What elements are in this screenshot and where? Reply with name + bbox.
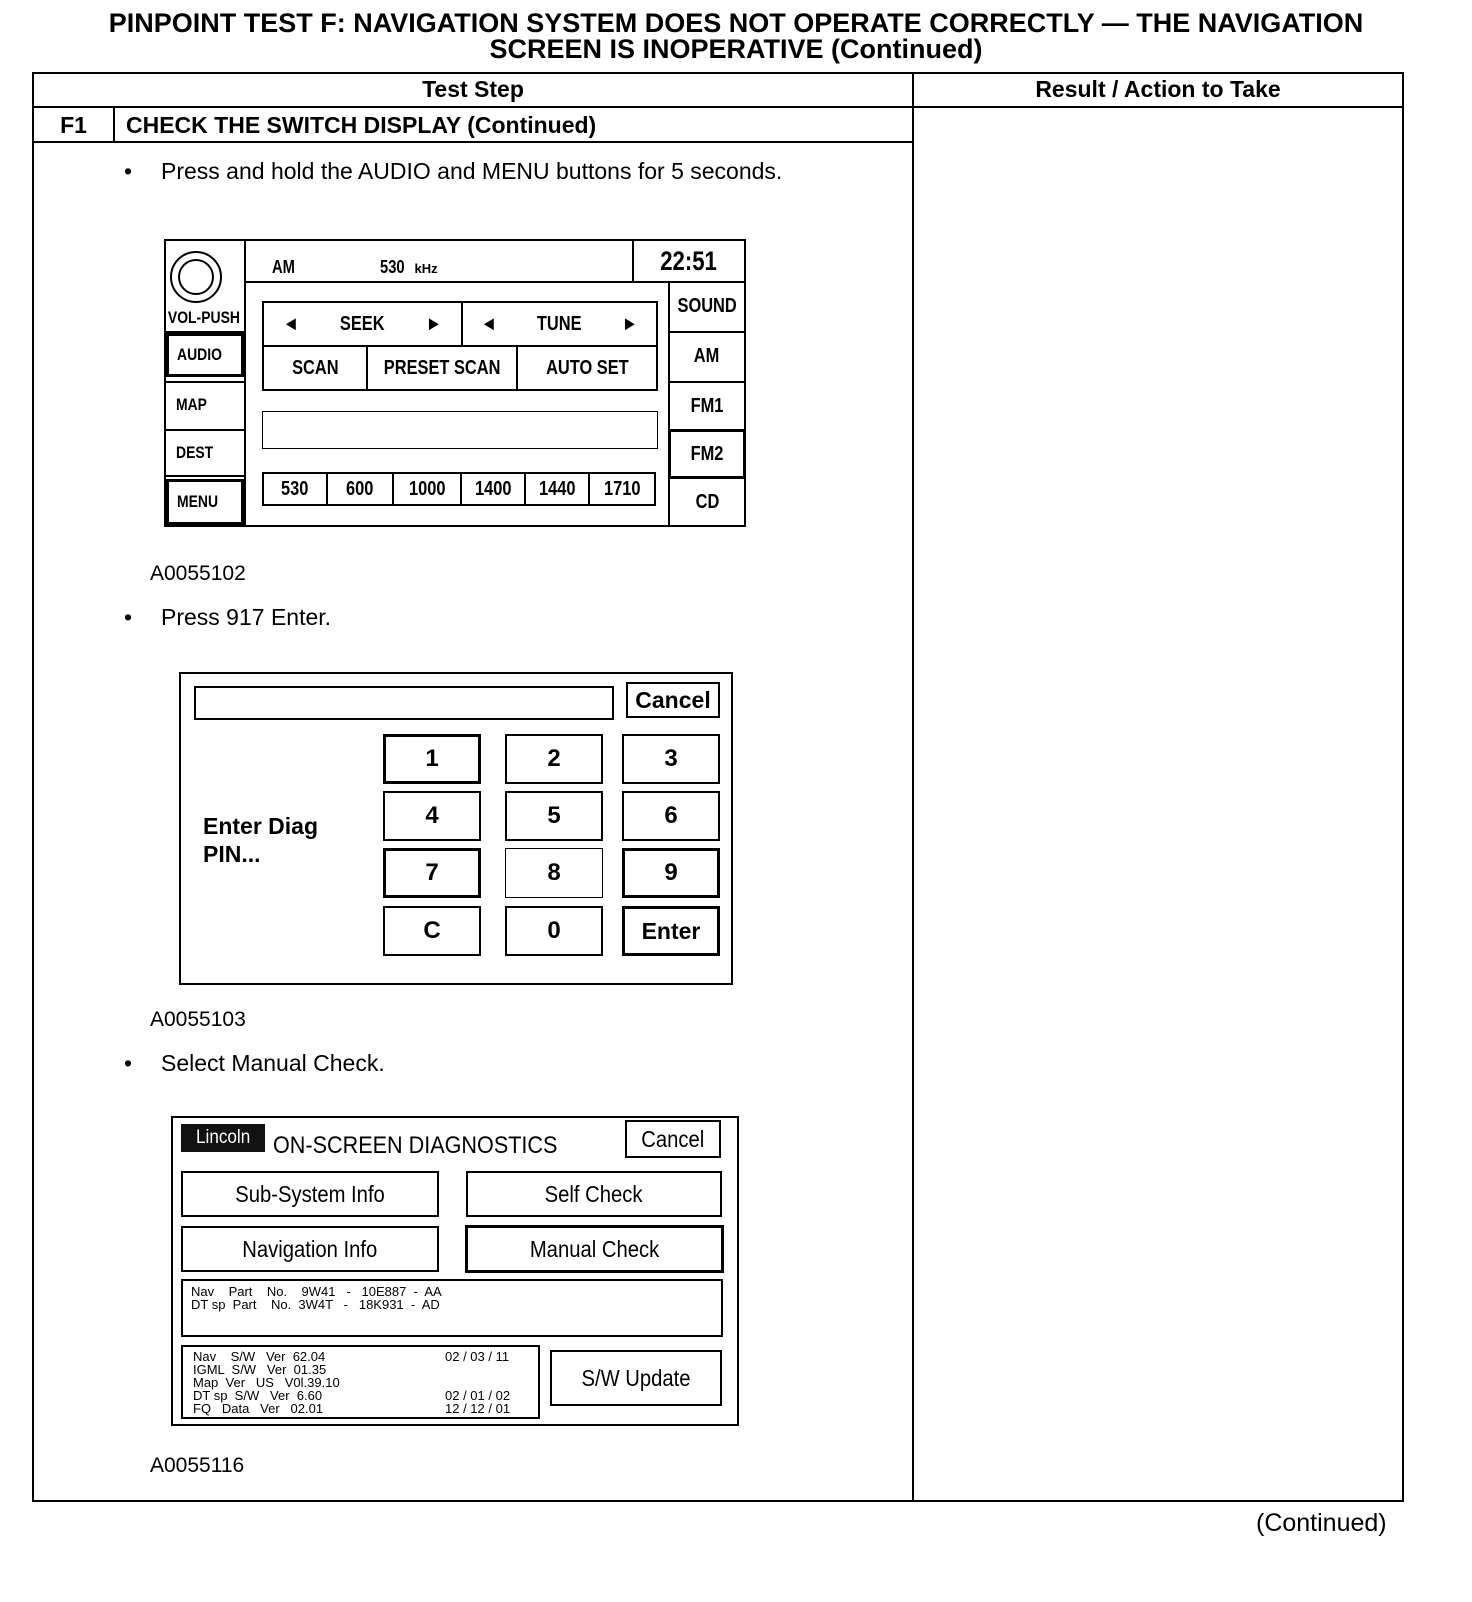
- version-line: Map Ver US V0l.39.10: [193, 1375, 340, 1390]
- manual-check-button[interactable]: Manual Check: [465, 1225, 724, 1273]
- version-line: FQ Data Ver 02.01: [193, 1401, 324, 1416]
- brand-badge: Lincoln: [181, 1124, 265, 1152]
- diagnostics-title: ON-SCREEN DIAGNOSTICS: [273, 1132, 558, 1159]
- key-1[interactable]: 1: [383, 734, 481, 784]
- version-date: 02 / 01 / 02: [445, 1388, 511, 1403]
- key-4[interactable]: 4: [383, 791, 481, 841]
- tune-down-icon[interactable]: ◄: [481, 312, 498, 335]
- part-line: Nav Part No. 9W41 - 10E887 - AA: [191, 1284, 442, 1299]
- seek-up-icon[interactable]: ►: [425, 312, 443, 335]
- key-8[interactable]: 8: [505, 848, 603, 898]
- preset-button[interactable]: 1000: [408, 477, 446, 500]
- clock: 22:51: [660, 245, 718, 276]
- audio-button[interactable]: AUDIO: [166, 333, 244, 377]
- page-title-line-2: SCREEN IS INOPERATIVE (Continued): [489, 34, 983, 64]
- page-title-line-1: PINPOINT TEST F: NAVIGATION SYSTEM DOES NOT OPERATE CORRECTLY — THE NAVIGATION: [108, 8, 1364, 38]
- self-check-button[interactable]: Self Check: [466, 1171, 722, 1217]
- version-date: 02 / 03 / 11: [445, 1349, 510, 1364]
- menu-button[interactable]: MENU: [166, 479, 244, 525]
- figure-id: A0055116: [150, 1454, 245, 1477]
- version-line: DT sp S/W Ver 6.60: [193, 1388, 323, 1403]
- fm1-button[interactable]: FM1: [690, 394, 724, 417]
- part-number-panel: [181, 1279, 723, 1337]
- key-2[interactable]: 2: [505, 734, 603, 784]
- tune-label: TUNE: [537, 312, 582, 335]
- preset-button[interactable]: 530: [281, 477, 309, 500]
- cancel-button[interactable]: Cancel: [626, 682, 720, 718]
- step-instruction: [124, 604, 331, 631]
- pin-prompt: Enter Diag PIN...: [203, 813, 319, 867]
- key-3[interactable]: 3: [622, 734, 720, 784]
- on-screen-diagnostics-figure: [171, 1116, 739, 1426]
- cancel-button[interactable]: Cancel: [625, 1120, 721, 1158]
- version-date: 12 / 12 / 01: [445, 1401, 511, 1416]
- scan-button[interactable]: SCAN: [291, 356, 339, 379]
- key-clear[interactable]: C: [383, 906, 481, 956]
- seek-control[interactable]: [264, 303, 461, 345]
- preset-scan-button[interactable]: PRESET SCAN: [383, 356, 501, 379]
- step-title: CHECK THE SWITCH DISPLAY (Continued): [126, 112, 597, 138]
- volume-knob-icon[interactable]: [170, 251, 222, 303]
- figure-id: A0055103: [150, 1008, 246, 1031]
- continued-note: (Continued): [1256, 1509, 1387, 1537]
- cd-button[interactable]: CD: [695, 490, 719, 513]
- instruction-text: Select Manual Check.: [161, 1050, 385, 1076]
- sw-update-button[interactable]: S/W Update: [550, 1350, 722, 1406]
- map-button[interactable]: MAP: [176, 395, 207, 414]
- tune-up-icon[interactable]: ►: [621, 312, 638, 335]
- header-result-action: Result / Action to Take: [1035, 76, 1281, 102]
- key-0[interactable]: 0: [505, 906, 603, 956]
- key-7[interactable]: 7: [383, 848, 481, 898]
- pin-entry-field[interactable]: [194, 686, 614, 720]
- navigation-info-button[interactable]: Navigation Info: [181, 1226, 439, 1272]
- enter-button[interactable]: Enter: [622, 906, 720, 956]
- diag-pin-keypad-figure: [179, 672, 733, 985]
- sound-button[interactable]: SOUND: [677, 294, 737, 317]
- sub-system-info-button[interactable]: Sub-System Info: [181, 1171, 439, 1217]
- preset-button[interactable]: 600: [346, 477, 374, 500]
- radio-display-figure: [164, 239, 746, 527]
- step-instruction: [124, 1050, 385, 1077]
- preset-button[interactable]: 1400: [474, 477, 512, 500]
- am-button[interactable]: AM: [694, 344, 720, 367]
- bullet: •: [124, 604, 133, 630]
- bullet: •: [124, 158, 133, 184]
- vol-push-label: VOL-PUSH: [167, 308, 241, 327]
- band-label: AM: [272, 257, 295, 277]
- part-line: DT sp Part No. 3W4T - 18K931 - AD: [191, 1297, 440, 1312]
- preset-button[interactable]: 1710: [603, 477, 641, 500]
- version-panel: [181, 1345, 540, 1419]
- tune-control[interactable]: [463, 303, 656, 345]
- key-5[interactable]: 5: [505, 791, 603, 841]
- header-test-step: Test Step: [422, 76, 524, 102]
- version-line: IGML S/W Ver 01.35: [193, 1362, 327, 1377]
- seek-down-icon[interactable]: ◄: [282, 312, 300, 335]
- auto-set-button[interactable]: AUTO SET: [545, 356, 629, 379]
- version-line: Nav S/W Ver 62.04: [193, 1349, 326, 1364]
- key-6[interactable]: 6: [622, 791, 720, 841]
- instruction-text: Press 917 Enter.: [161, 604, 332, 630]
- preset-button[interactable]: 1440: [538, 477, 576, 500]
- step-instruction: [124, 158, 782, 185]
- step-id: F1: [60, 112, 87, 138]
- frequency-unit: kHz: [414, 261, 438, 276]
- radio-text-area: [262, 411, 658, 449]
- bullet: •: [124, 1050, 133, 1076]
- fm2-button[interactable]: FM2: [690, 442, 724, 465]
- instruction-text: Press and hold the AUDIO and MENU buttons for 5 seconds.: [161, 158, 783, 184]
- seek-label: SEEK: [340, 312, 385, 335]
- dest-button[interactable]: DEST: [176, 443, 214, 462]
- key-9[interactable]: 9: [622, 848, 720, 898]
- figure-id: A0055102: [150, 562, 246, 585]
- frequency-readout: 530 kHz: [380, 257, 438, 277]
